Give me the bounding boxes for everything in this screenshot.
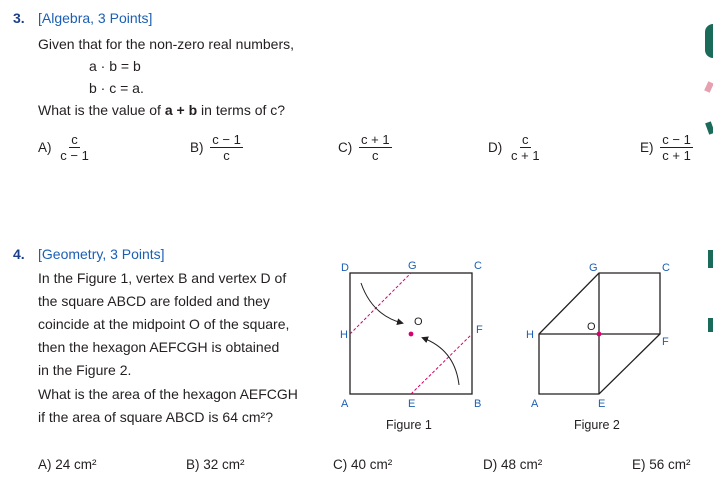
fraction: $\frac{c + 1}{c}$ [361, 132, 390, 163]
edge-decoration-1 [705, 24, 713, 58]
figure-2 [525, 255, 695, 415]
label-h: H [340, 329, 348, 341]
label-b: B [474, 398, 482, 410]
question-4-option-e[interactable]: E) 56 cm² [632, 457, 691, 472]
midpoint-o [597, 332, 602, 337]
label-h: H [526, 329, 534, 341]
fold-arrow-b [423, 338, 459, 385]
question-3-number: 3. [13, 10, 25, 26]
question-4-line-1: In the Figure 1, vertex B and vertex D of [38, 270, 287, 286]
label-a: A [341, 398, 349, 410]
question-3-option-b[interactable]: B) $\frac{c - 1}{c}$ [190, 132, 241, 163]
figure-2-caption: Figure 2 [574, 418, 620, 432]
fraction: $\frac{c - 1}{c}$ [212, 132, 241, 163]
label-o: O [587, 321, 596, 333]
question-3-question-pre: What is the value of [38, 102, 165, 118]
label-f: F [476, 324, 483, 336]
label-e: E [598, 398, 606, 410]
label-d: D [341, 262, 349, 274]
figure-1-caption: Figure 1 [386, 418, 432, 432]
question-3-intro: Given that for the non-zero real numbers, [38, 36, 295, 52]
edge-decoration-4 [708, 250, 713, 268]
question-3-option-a[interactable]: A) $\frac{c}{c - 1}$ [38, 132, 89, 163]
question-3-option-c[interactable]: C) $\frac{c + 1}{c}$ [338, 132, 390, 163]
question-4-number: 4. [13, 246, 25, 262]
edge-decoration-5 [708, 318, 713, 332]
fraction: $\frac{c}{c - 1}$ [60, 132, 89, 163]
question-4-option-c[interactable]: C) 40 cm² [333, 457, 393, 472]
question-4-question-2: if the area of square ABCD is 64 cm²? [38, 409, 273, 425]
label-c: C [474, 260, 482, 272]
question-4-line-5: in the Figure 2. [38, 362, 132, 378]
question-3-question-post: in terms of c? [197, 102, 286, 118]
question-4-line-4: then the hexagon AEFCGH is obtained [38, 339, 280, 355]
question-4-option-b[interactable]: B) 32 cm² [186, 457, 245, 472]
question-4-option-a[interactable]: A) 24 cm² [38, 457, 97, 472]
question-4-tag: [Geometry, 3 Points] [38, 246, 165, 262]
label-f: F [662, 336, 669, 348]
question-3-option-e[interactable]: E) $\frac{c - 1}{c + 1}$ [640, 132, 691, 163]
edge-decoration-3 [705, 121, 713, 134]
figure-1 [330, 255, 500, 415]
label-c: C [662, 262, 670, 274]
label-g: G [408, 260, 417, 272]
label-o: O [414, 316, 423, 328]
question-3-question-bold: a + b [164, 102, 198, 118]
edge-decoration-2 [704, 81, 713, 93]
question-4-option-d[interactable]: D) 48 cm² [483, 457, 543, 472]
question-3-question [38, 102, 285, 118]
question-4-line-3: coincide at the midpoint O of the square, [38, 316, 290, 332]
label-g: G [589, 262, 598, 274]
midpoint-o [409, 332, 414, 337]
fraction: $\frac{c - 1}{c + 1}$ [662, 132, 691, 163]
question-3-equation-1: a · b = b [89, 58, 141, 74]
fold-line-hg [350, 273, 411, 334]
question-4-line-2: the square ABCD are folded and they [38, 293, 270, 309]
fold-line-ef [411, 334, 472, 394]
question-3-equation-2: b · c = a. [89, 80, 144, 96]
fraction: $\frac{c}{c + 1}$ [511, 132, 540, 163]
question-3-tag: [Algebra, 3 Points] [38, 10, 153, 26]
question-4-question-1: What is the area of the hexagon AEFCGH [38, 386, 298, 402]
label-a: A [531, 398, 539, 410]
fold-arrow-d [361, 283, 402, 323]
question-3-option-d[interactable]: D) $\frac{c}{c + 1}$ [488, 132, 540, 163]
label-e: E [408, 398, 416, 410]
